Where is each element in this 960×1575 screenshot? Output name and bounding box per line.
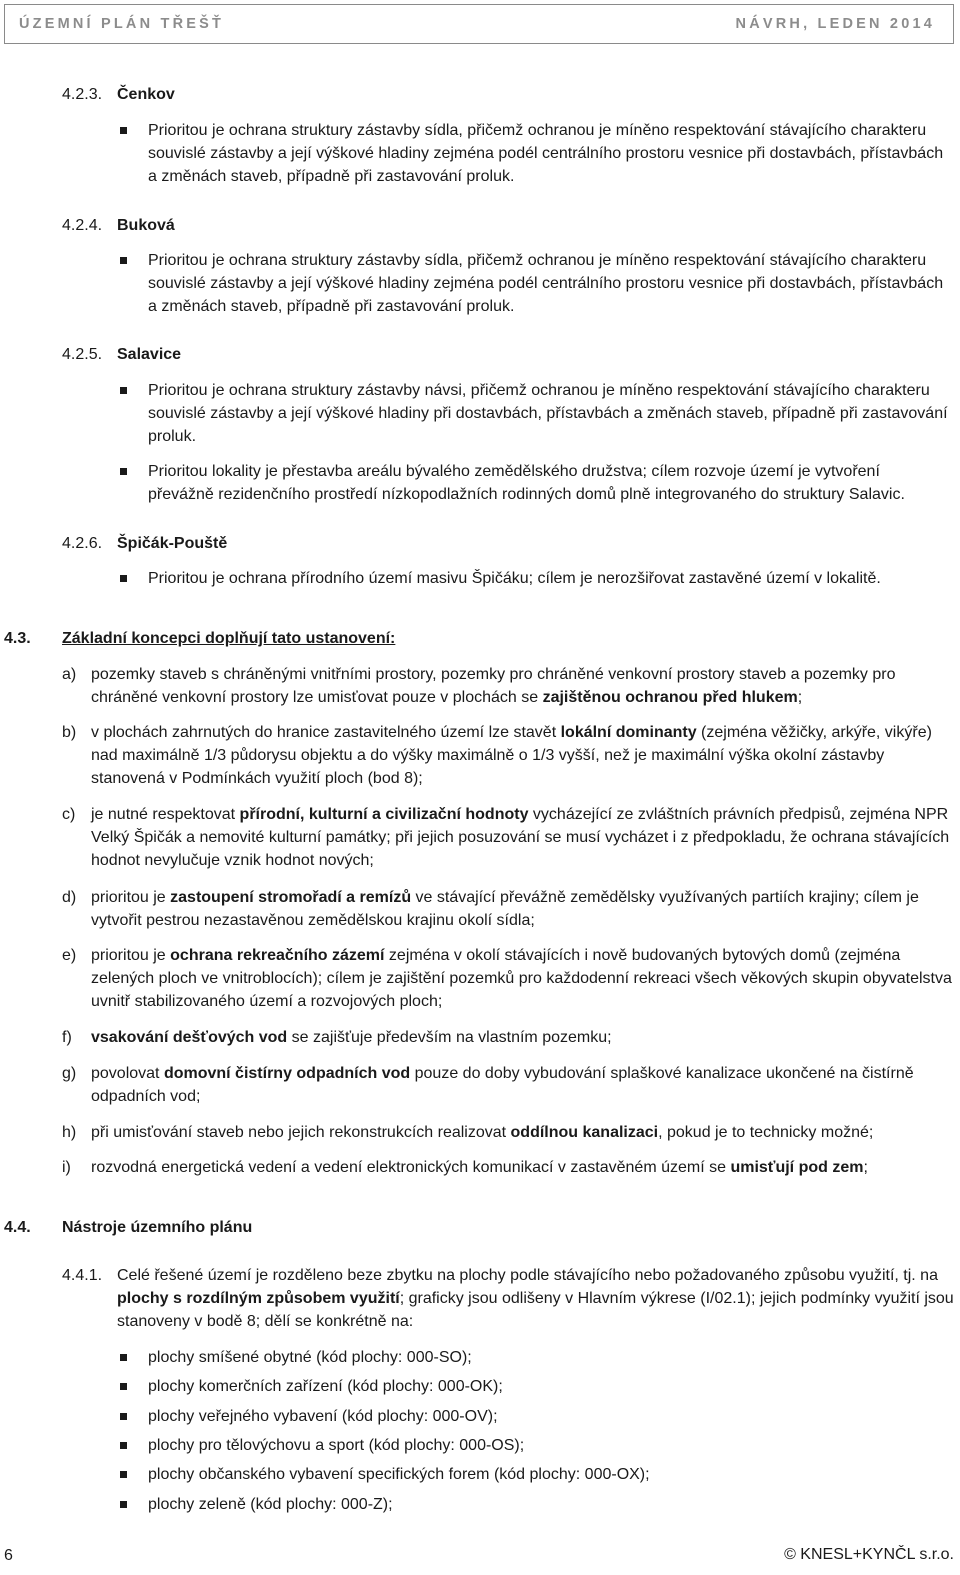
copyright-notice: © KNESL+KYNČL s.r.o. — [784, 1546, 954, 1563]
list-item-text: Prioritou je ochrana struktury zástavby sídla, přičemž ochranou je míněno respektování stávajícího charakteru souvislé zástavby a její výškové hladiny zejména podél centrálního prostoru vesnice při dostavbách, přístavbách a změnách staveb, případně při zastavování proluk. — [148, 252, 944, 315]
bullet-square-icon — [120, 1501, 127, 1508]
list-item-text: Prioritou je ochrana struktury zástavby návsi, přičemž ochranou je míněno respektování stávajícího charakteru souvislé zástavby a její výškové hladiny při dostavbách, přístavbách a změnách staveb, případně při zastavování proluk. — [148, 382, 948, 445]
paragraph-text: Celé řešené území je rozděleno beze zbytku na plochy podle stávajícího nebo požadovaného způsobu využití, tj. na plochy s rozdílným způsobem využití; graficky jsou odlišeny v Hlavním výkrese (I/02.1); jejich podmínky využití jsou stanoveny v bodě 8; dělí se konkrétně na: — [117, 1267, 954, 1330]
list-item-text: plochy komerčních zařízení (kód plochy: 000-OK); — [148, 1378, 503, 1395]
bullet-square-icon — [120, 127, 127, 134]
page-header — [4, 4, 954, 44]
clause-a — [62, 663, 954, 709]
clause-letter: h) — [62, 1124, 77, 1141]
clause-text: v plochách zahrnutých do hranice zastavitelného území lze stavět lokální dominanty (zejména věžičky, arkýře, vikýře) nad maximálně 1/3 půdorysu objektu a do výšky maximálně o 1/3 vyšší, než je maximální výška okolní zástavby stanovená v Podmínkách využití ploch (bod 8); — [91, 724, 932, 787]
header-title: ÚZEMNÍ PLÁN TŘEŠŤ — [19, 15, 225, 32]
clause-letter: d) — [62, 889, 77, 906]
list-item — [120, 567, 950, 590]
clause-d — [62, 886, 954, 932]
clause-letter: i) — [62, 1159, 71, 1176]
clause-text: pozemky staveb s chráněnými vnitřními prostory, pozemky pro chráněné venkovní prostory staveb a pozemky pro chráněné venkovní prostory lze umisťovat pouze v plochách se zajištěnou ochranou před hlukem; — [91, 666, 896, 706]
clause-text: je nutné respektovat přírodní, kulturní a civilizační hodnoty vycházející ze zvláštních právních předpisů, zejména NPR Velký Špičák a nemovité kulturní památky; při jejich posuzování se musí vycházet i z předpokladu, že ochrana stávajících hodnot nevylučuje vznik hodnot nových; — [91, 806, 950, 869]
list-item-text: plochy smíšené obytné (kód plochy: 000-SO); — [148, 1349, 472, 1366]
bullet-square-icon — [120, 1383, 127, 1390]
clause-h — [62, 1121, 954, 1144]
section-number: 4.4. — [4, 1219, 31, 1236]
bullet-square-icon — [120, 1413, 127, 1420]
list-item — [120, 1375, 950, 1398]
subsection-title: Salavice — [117, 346, 182, 363]
list-item — [120, 1463, 950, 1486]
clause-text: povolovat domovní čistírny odpadních vod pouze do doby vybudování splaškové kanalizace ukončené na čistírně odpadních vod; — [91, 1065, 914, 1105]
list-item-text: Prioritou je ochrana struktury zástavby sídla, přičemž ochranou je míněno respektování stávajícího charakteru souvislé zástavby a její výškové hladiny zejména podél centrálního prostoru vesnice při dostavbách, přístavbách a změnách staveb, případně při zastavování proluk. — [148, 122, 944, 185]
subsection-heading-spicak — [62, 532, 227, 555]
list-item — [120, 249, 950, 318]
bullet-square-icon — [120, 257, 127, 264]
list-item-text: Prioritou je ochrana přírodního území masivu Špičáku; cílem je nerozšiřovat zastavěné území v lokalitě. — [148, 570, 881, 587]
subsection-title: Buková — [117, 217, 175, 234]
clause-text: prioritou je ochrana rekreačního zázemí zejména v okolí stávajících i nově budovaných bytových domů (zejména zelených ploch ve vnitroblocích); cílem je zajištění pozemků pro každodenní rekreaci všech věkových skupin obyvatelstva uvnitř stabilizovaného území a rozvojových ploch; — [91, 947, 952, 1010]
list-item — [120, 1346, 950, 1369]
section-title: Nástroje územního plánu — [62, 1219, 253, 1236]
list-item — [120, 119, 950, 188]
clause-letter: e) — [62, 947, 77, 964]
clause-text: vsakování dešťových vod se zajišťuje především na vlastním pozemku; — [91, 1029, 612, 1046]
section-heading-4-3 — [4, 627, 395, 650]
list-item-text: plochy občanského vybavení specifických forem (kód plochy: 000-OX); — [148, 1466, 650, 1483]
subsection-title: Čenkov — [117, 86, 175, 103]
section-title: Základní koncepci doplňují tato ustanovení: — [62, 630, 396, 647]
clause-g — [62, 1062, 954, 1108]
subsection-number: 4.2.4. — [62, 217, 103, 234]
list-item-text: Prioritou lokality je přestavba areálu bývalého zemědělského družstva; cílem rozvoje území je vytvoření převážně rezidenčního prostředí nízkopodlažních rodinných domů plně integrovaného do struktury Salavic. — [148, 463, 905, 503]
clause-text: při umisťování staveb nebo jejich rekonstrukcích realizovat oddílnou kanalizaci, pokud je to technicky možné; — [91, 1124, 874, 1141]
clause-c — [62, 803, 954, 872]
clause-e — [62, 944, 954, 1013]
bullet-square-icon — [120, 575, 127, 582]
list-item — [120, 379, 950, 448]
list-item — [120, 460, 950, 506]
clause-letter: b) — [62, 724, 77, 741]
list-item — [120, 1434, 950, 1457]
paragraph-4-4-1 — [62, 1264, 954, 1333]
bullet-square-icon — [120, 1471, 127, 1478]
list-item-text: plochy veřejného vybavení (kód plochy: 000-OV); — [148, 1408, 498, 1425]
clause-text: rozvodná energetická vedení a vedení elektronických komunikací v zastavěném území se umisťují pod zem; — [91, 1159, 868, 1176]
subsection-number: 4.2.5. — [62, 346, 103, 363]
subsection-number: 4.2.3. — [62, 86, 103, 103]
clause-letter: a) — [62, 666, 77, 683]
bullet-square-icon — [120, 387, 127, 394]
bullet-square-icon — [120, 1442, 127, 1449]
page-number: 6 — [4, 1547, 13, 1564]
list-item — [120, 1493, 950, 1516]
subsection-number: 4.2.6. — [62, 535, 103, 552]
clause-b — [62, 721, 954, 790]
clause-letter: g) — [62, 1065, 77, 1082]
subsection-heading-bukova — [62, 214, 175, 237]
section-heading-4-4 — [4, 1216, 252, 1239]
subsection-heading-cenkov — [62, 83, 175, 106]
bullet-square-icon — [120, 468, 127, 475]
header-status: NÁVRH, LEDEN 2014 — [735, 15, 935, 32]
clause-i — [62, 1156, 954, 1179]
subsection-heading-salavice — [62, 343, 181, 366]
clause-text: prioritou je zastoupení stromořadí a remízů ve stávající převážně zemědělsky využívaných partiích krajiny; cílem je vytvořit pestrou nezastavěnou zemědělskou krajinu okolí sídla; — [91, 889, 919, 929]
section-number: 4.3. — [4, 630, 31, 647]
paragraph-number: 4.4.1. — [62, 1267, 103, 1284]
list-item — [120, 1405, 950, 1428]
list-item-text: plochy zeleně (kód plochy: 000-Z); — [148, 1496, 393, 1513]
clause-letter: c) — [62, 806, 76, 823]
bullet-square-icon — [120, 1354, 127, 1361]
clause-f — [62, 1026, 954, 1049]
subsection-title: Špičák-Pouště — [117, 535, 228, 552]
list-item-text: plochy pro tělovýchovu a sport (kód plochy: 000-OS); — [148, 1437, 525, 1454]
clause-letter: f) — [62, 1029, 72, 1046]
